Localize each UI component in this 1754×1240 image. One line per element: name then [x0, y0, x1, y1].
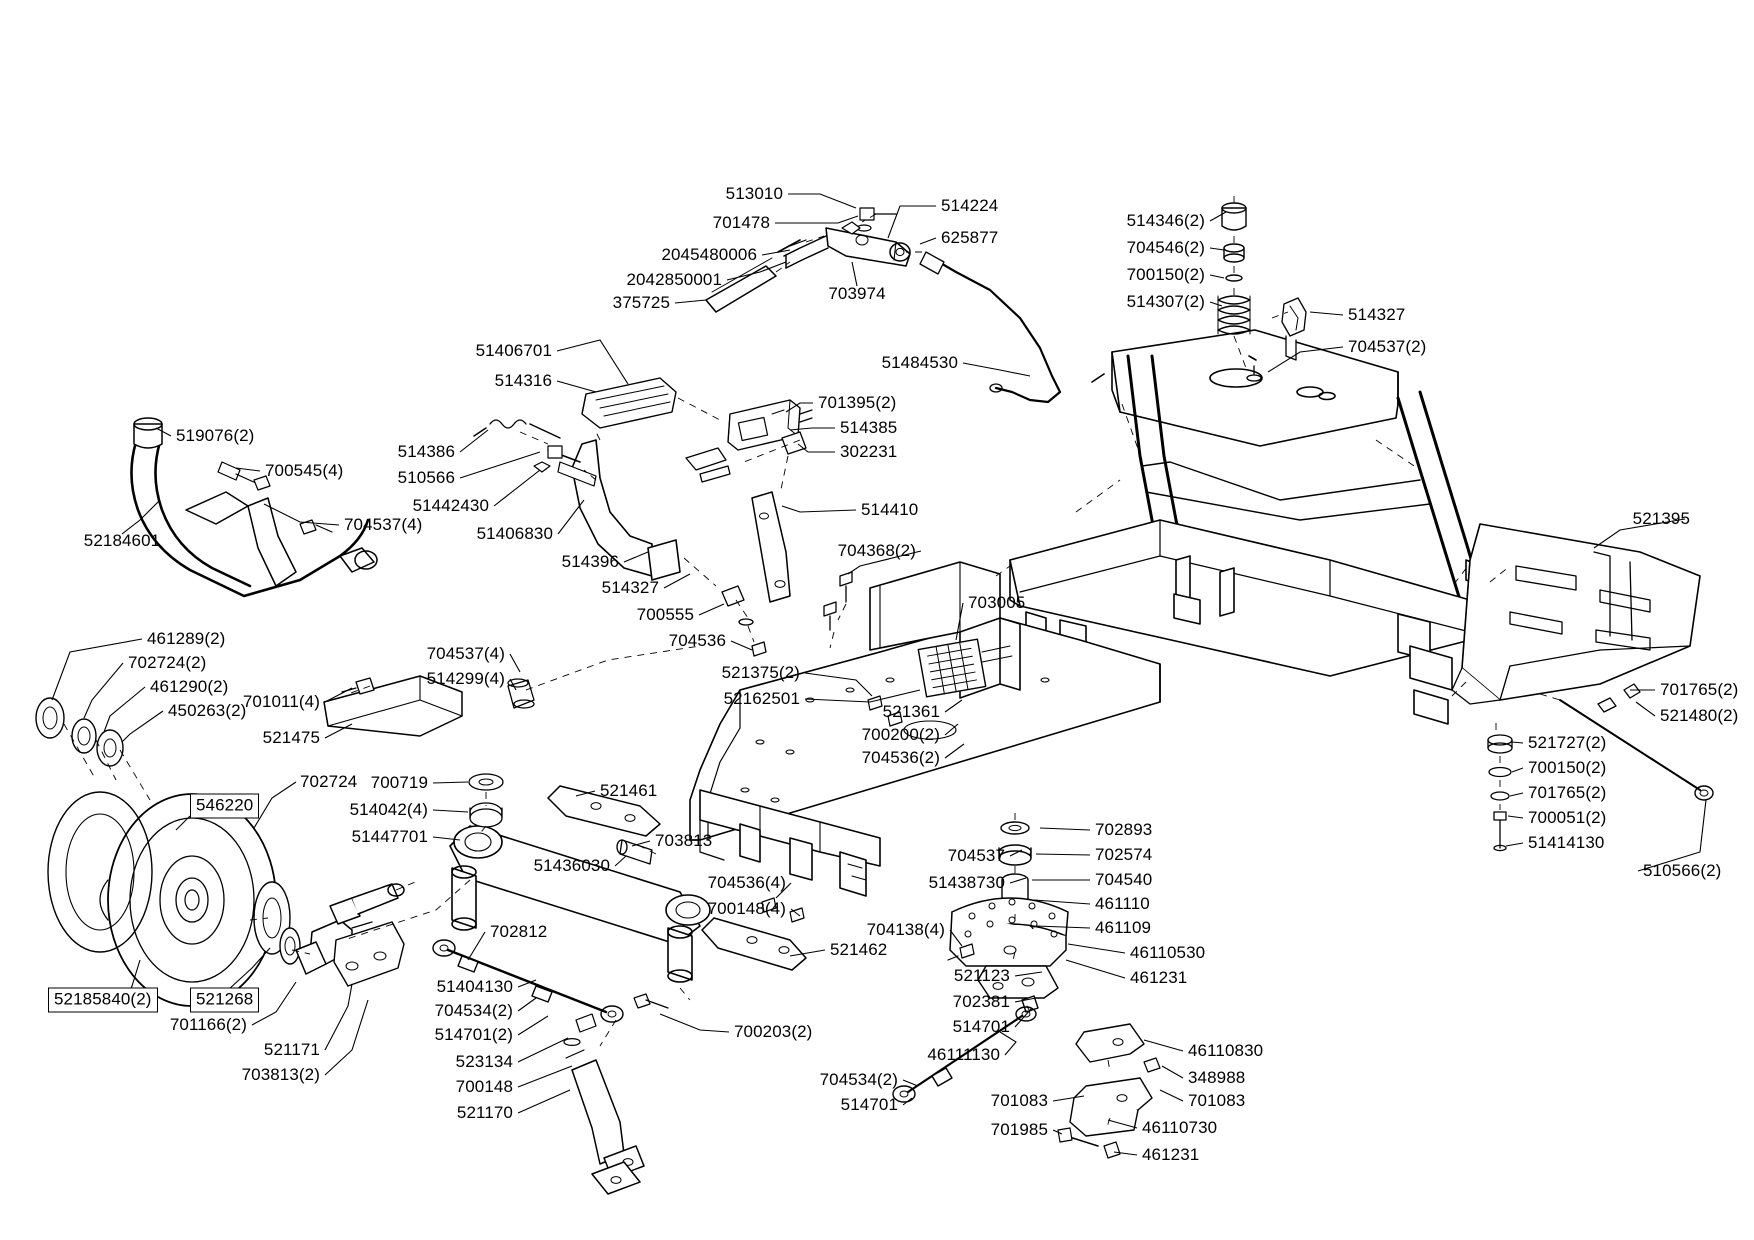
part-number-callout: 701166(2) [169, 1015, 247, 1034]
part-number-callout: 704537(4) [426, 644, 505, 663]
part-number-callout: 450263(2) [168, 701, 247, 720]
part-number-callout: 704534(2) [434, 1001, 513, 1020]
part-number-callout: 700545(4) [265, 461, 344, 480]
part-number-callout: 521462 [830, 940, 888, 959]
part-number-callout: 702724(2) [128, 653, 207, 672]
part-number-callout: 2045480006 [661, 245, 757, 264]
part-number-callout: 700203(2) [734, 1022, 813, 1041]
part-number-callout: 701395(2) [818, 393, 897, 412]
part-number-callout: 514224 [941, 196, 999, 215]
part-number-callout: 703813 [655, 831, 713, 850]
part-number-callout: 704138(4) [866, 920, 945, 939]
part-number-callout: 703005 [968, 593, 1026, 612]
part-number-callout: 702812 [490, 922, 548, 941]
part-number-callout: 701765(2) [1660, 680, 1739, 699]
part-number-callout: 302231 [840, 442, 898, 461]
part-number-callout: 510566 [397, 468, 455, 487]
part-number-callout: 704537 [947, 846, 1005, 865]
part-number-callout: 700051(2) [1528, 808, 1607, 827]
part-number-callout: 514386 [397, 442, 455, 461]
part-number-callout: 514701(2) [434, 1025, 513, 1044]
part-number-callout: 523134 [455, 1052, 513, 1071]
part-number-callout: 51406830 [476, 524, 553, 543]
part-number-callout: 521461 [600, 781, 658, 800]
part-number-callout: 704546(2) [1126, 238, 1205, 257]
part-number-callout: 701478 [712, 213, 770, 232]
part-number-callout: 521171 [263, 1040, 320, 1059]
part-number-callout: 514316 [494, 371, 552, 390]
part-number-callout: 519076(2) [176, 426, 255, 445]
part-number-callout: 521480(2) [1660, 706, 1739, 725]
part-number-callout: 51484530 [881, 353, 958, 372]
part-number-callout: 703974 [828, 284, 886, 303]
part-number-callout: 700719 [370, 773, 428, 792]
part-number-callout: 348988 [1188, 1068, 1246, 1087]
part-number-callout: 52185840(2) [48, 988, 158, 1013]
part-number-callout: 51404130 [436, 977, 513, 996]
part-number-callout: 700148(4) [707, 899, 786, 918]
part-number-callout: 52162501 [723, 689, 800, 708]
part-number-callout: 375725 [612, 293, 670, 312]
part-number-callout: 51438730 [928, 873, 1005, 892]
part-number-callout: 546220 [190, 794, 259, 819]
part-number-callout: 46110830 [1188, 1041, 1264, 1060]
part-number-callout: 704540 [1095, 870, 1153, 889]
part-number-callout: 521375(2) [721, 663, 800, 682]
part-number-callout: 701011(4) [242, 692, 320, 711]
part-number-callout: 461109 [1095, 918, 1152, 937]
part-number-callout: 704368(2) [837, 541, 916, 560]
part-number-callout: 521475 [262, 728, 320, 747]
part-number-callout: 701985 [990, 1120, 1048, 1139]
part-number-callout: 521395 [1632, 509, 1690, 528]
part-number-callout: 521170 [456, 1103, 513, 1122]
part-number-callout: 704537(4) [344, 515, 423, 534]
part-number-callout: 700200(2) [861, 725, 940, 744]
part-number-callout: 701083 [1188, 1091, 1246, 1110]
part-number-callout: 521727(2) [1528, 733, 1607, 752]
part-number-callout: 46111130 [927, 1045, 1000, 1064]
part-number-callout: 51406701 [475, 341, 552, 360]
part-number-callout: 625877 [941, 228, 999, 247]
part-number-callout: 702574 [1095, 845, 1153, 864]
part-number-callout: 702724 [300, 772, 358, 791]
part-number-callout: 52184601 [83, 531, 161, 550]
part-number-callout: 704536(2) [861, 748, 940, 767]
part-number-callout: 514307(2) [1126, 292, 1205, 311]
part-number-callout: 704534(2) [819, 1070, 898, 1089]
part-number-callout: 514410 [861, 500, 919, 519]
part-number-callout: 700150(2) [1528, 758, 1607, 777]
part-number-callout: 461289(2) [147, 629, 226, 648]
part-number-callout: 703813(2) [241, 1065, 320, 1084]
part-number-callout: 700148 [455, 1077, 513, 1096]
part-number-callout: 513010 [725, 184, 783, 203]
part-number-callout: 521361 [882, 702, 940, 721]
part-number-callout: 700555 [636, 605, 694, 624]
part-number-callout: 461290(2) [150, 677, 229, 696]
part-number-callout: 46110730 [1142, 1118, 1218, 1137]
part-number-callout: 51442430 [412, 496, 489, 515]
part-number-callout: 704536(4) [707, 873, 786, 892]
part-number-callout: 2042850001 [626, 270, 722, 289]
part-number-callout: 514299(4) [426, 669, 505, 688]
part-number-callout: 46110530 [1130, 943, 1206, 962]
part-number-callout: 514701 [840, 1095, 898, 1114]
part-number-callout: 514042(4) [349, 800, 428, 819]
part-number-callout: 514327 [1348, 305, 1406, 324]
part-number-callout: 700150(2) [1126, 265, 1205, 284]
part-number-callout: 51436030 [533, 856, 610, 875]
part-number-callout: 701765(2) [1528, 783, 1607, 802]
part-number-callout: 514327 [601, 578, 659, 597]
part-number-callout: 510566(2) [1643, 861, 1722, 880]
part-number-callout: 521123 [953, 966, 1010, 985]
part-number-callout: 704537(2) [1348, 337, 1427, 356]
part-number-callout: 702893 [1095, 820, 1153, 839]
part-number-callout: 51414130 [1528, 833, 1605, 852]
part-number-callout: 461231 [1142, 1145, 1200, 1164]
part-number-callout: 514346(2) [1126, 211, 1205, 230]
part-number-callout: 701083 [990, 1091, 1048, 1110]
part-number-callout: 702381 [952, 992, 1010, 1011]
part-number-callout: 461231 [1130, 968, 1188, 987]
part-number-callout: 514385 [840, 418, 898, 437]
part-number-callout: 521268 [190, 988, 259, 1013]
part-number-callout: 51447701 [351, 827, 428, 846]
part-number-callout: 704536 [668, 631, 726, 650]
part-number-callout: 514701 [952, 1017, 1010, 1036]
part-number-callout: 514396 [561, 552, 619, 571]
part-number-callout: 461110 [1095, 894, 1150, 913]
